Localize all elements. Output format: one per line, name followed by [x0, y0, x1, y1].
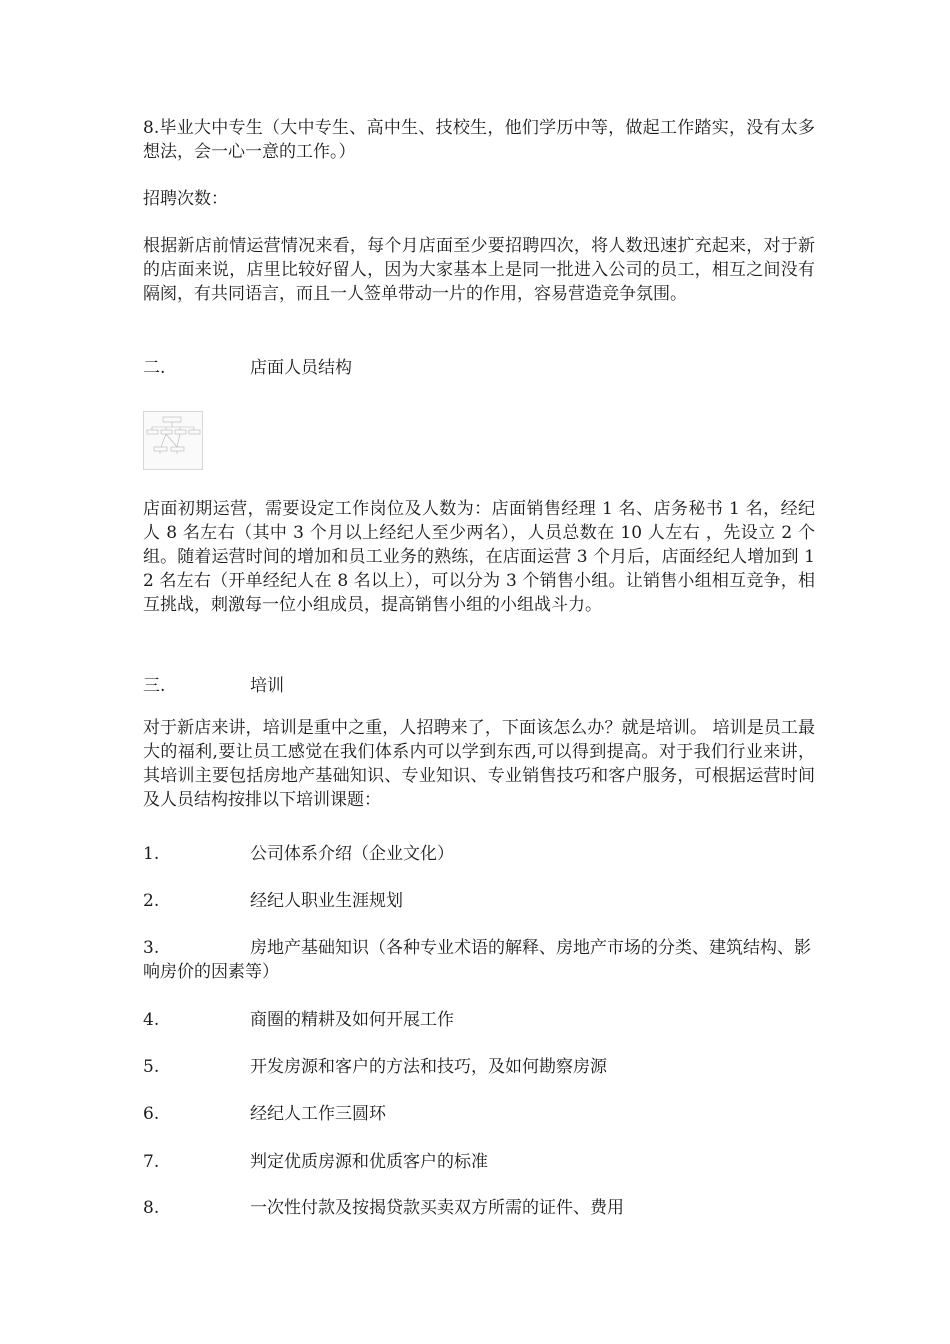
item-text: 开发房源和客户的方法和技巧，及如何勘察房源 [250, 1057, 607, 1077]
training-list-item [143, 842, 815, 866]
paragraph-structure: 店面初期运营，需要设定工作岗位及人数为：店面销售经理 1 名、店务秘书 1 名，经纪人 8 名左右（其中 3 个月以上经纪人至少两名），人员总数在 10 人左右 ，先设立 2 个组。随着运营时间的增加和员工业务的熟练，在店面运营 3 个月后，店面经纪人增加到 12 名左右（开单经纪人在 8 名以上），可以分为 3 个销售小组。让销售小组相互竞争，相互挑战，刺激每一位小组成员，提高销售小组的小组战斗力。 [143, 499, 815, 615]
section-title: 店面人员结构 [250, 358, 352, 378]
item-number: 8. [143, 1198, 160, 1218]
training-list-item [143, 889, 815, 913]
training-list-item [143, 936, 815, 984]
item-number: 7. [143, 1152, 160, 1172]
item-text: 公司体系介绍（企业文化） [250, 844, 454, 864]
section-title: 培训 [250, 676, 284, 696]
item-number: 6. [143, 1104, 160, 1124]
item-text: 经纪人工作三圆环 [250, 1104, 386, 1124]
training-list-item [143, 1055, 815, 1079]
training-list-item [143, 1196, 815, 1220]
section-heading-structure [143, 356, 352, 380]
section-heading-training [143, 674, 284, 698]
item-text: 商圈的精耕及如何开展工作 [250, 1010, 454, 1030]
item-text: 判定优质房源和优质客户的标准 [250, 1152, 488, 1172]
recruit-times-label: 招聘次数： [143, 189, 228, 209]
item-text: 经纪人职业生涯规划 [250, 891, 403, 911]
item-text: 房地产基础知识（各种专业术语的解释、房地产市场的分类、建筑结构、影响房价的因素等） [143, 938, 811, 982]
item-number: 3. [143, 938, 160, 958]
paragraph-recruit-times: 根据新店前情运营情况来看，每个月店面至少要招聘四次，将人数迅速扩充起来，对于新的店面来说，店里比较好留人，因为大家基本上是同一批进入公司的员工，相互之间没有隔阂，有共同语言，而且一人签单带动一片的作用，容易营造竞争氛围。 [143, 236, 815, 304]
training-list-item [143, 1102, 815, 1126]
item-text: 一次性付款及按揭贷款买卖双方所需的证件、费用 [250, 1198, 624, 1218]
section-number: 二. [143, 358, 166, 378]
item-number: 2. [143, 891, 160, 911]
paragraph-recruit-8: 8.毕业大中专生（大中专生、高中生、技校生，他们学历中等，做起工作踏实，没有太多想法，会一心一意的工作。） [143, 118, 815, 162]
item-number: 5. [143, 1057, 160, 1077]
training-list-item [143, 1150, 815, 1174]
item-number: 4. [143, 1010, 160, 1030]
org-chart-thumbnail [143, 411, 203, 470]
section-number: 三. [143, 676, 166, 696]
org-chart-diagram [144, 412, 202, 469]
paragraph-training: 对于新店来讲，培训是重中之重，人招聘来了，下面该怎么办？就是培训。 培训是员工最大的福利,要让员工感觉在我们体系内可以学到东西,可以得到提高。对于我们行业来讲，其培训主要包括房地产基础知识、专业知识、专业销售技巧和客户服务，可根据运营时间及人员结构按排以下培训课题： [143, 718, 815, 810]
item-number: 1. [143, 844, 160, 864]
training-list-item [143, 1008, 815, 1032]
